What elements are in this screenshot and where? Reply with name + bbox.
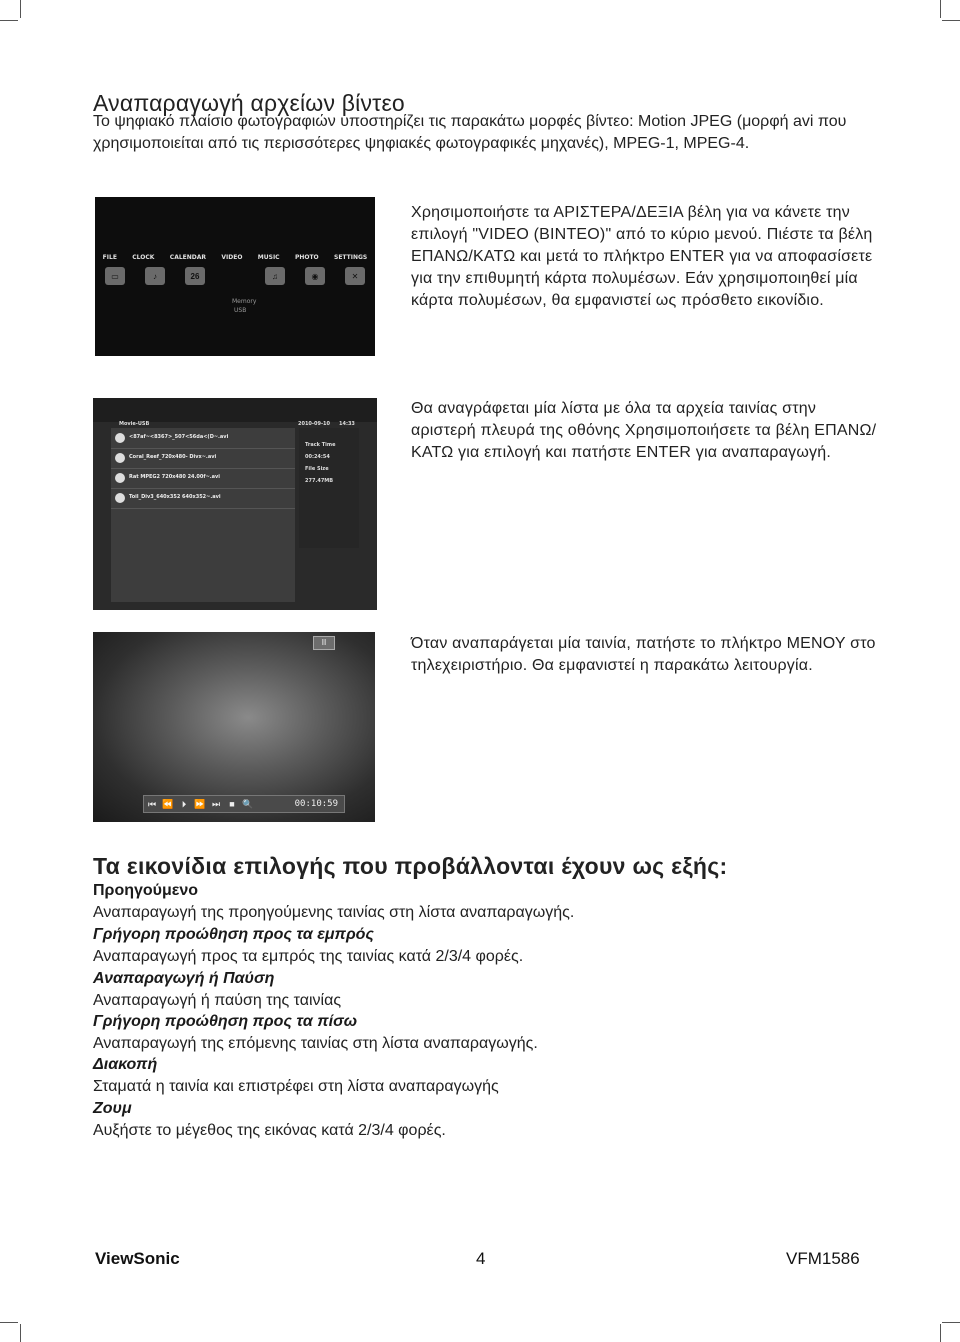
icons-section-title: Τα εικονίδια επιλογής που προβάλλονται έχουν ως εξής: — [93, 853, 728, 879]
icon-entry-zoom-title: Ζουμ — [93, 1100, 132, 1117]
crop-mark-bottom-right — [940, 1324, 941, 1342]
menu-label-clock: CLOCK — [132, 254, 155, 261]
menu-label-music: MUSIC — [257, 254, 280, 261]
crop-mark-bottom-left — [20, 1324, 21, 1342]
film-icon — [225, 267, 245, 285]
list-item[interactable]: Toil_Div3_640x352 640x352~.avi — [111, 488, 295, 509]
crop-mark-right-bottom — [942, 1322, 960, 1323]
step-3-text: Όταν αναπαράγεται μία ταινία, πατήστε το πλήκτρο ΜΕΝΟΥ στο τηλεχειριστήριο. Θα εμφανιστεί η παρακάτω λειτουργία. — [411, 635, 876, 674]
file-size-label: File Size — [305, 466, 329, 472]
next-icon[interactable]: ⏭ — [211, 798, 221, 809]
pause-indicator: II — [313, 636, 335, 650]
list-time: 14:33 — [339, 421, 355, 427]
crop-mark-left-top — [0, 20, 18, 21]
step-2-text: Θα αναγράφεται μία λίστα με όλα τα αρχεία ταινίας στην αριστερή πλευρά της οθόνης Χρησιμοποιήσετε τα βέλη ΕΠΑΝΩ/ΚΑΤΩ για επιλογή και πατήστε ENTER για αναπαραγωγή. — [411, 400, 877, 461]
menu-labels — [95, 254, 375, 261]
menu-label-file: FILE — [102, 254, 117, 261]
list-item[interactable]: Rat MPEG2 720x480 24.00f~.avi — [111, 468, 295, 489]
file-list-screenshot — [93, 398, 377, 610]
track-time-label: Track Time — [305, 442, 336, 448]
calendar-icon: 26 — [185, 267, 205, 285]
footer-brand: ViewSonic — [95, 1249, 180, 1268]
list-item[interactable]: <87af~<8367>_507<56da<(D~.avi — [111, 428, 295, 449]
menu-icons — [95, 267, 375, 285]
pencil-icon — [115, 433, 125, 443]
play-icon[interactable]: ⏵ — [181, 798, 187, 809]
tools-icon: ✕ — [345, 267, 365, 285]
elapsed-time: 00:10:59 — [294, 799, 338, 809]
folder-icon: ▭ — [105, 267, 125, 285]
list-item[interactable]: Coral_Reef_720x480- Divx~.avi — [111, 448, 295, 469]
icon-entry-fast-forward-desc: Αναπαραγωγή προς τα εμπρός της ταινίας κατά 2/3/4 φορές. — [93, 948, 524, 965]
icon-entry-rewind-desc: Αναπαραγωγή της επόμενης ταινίας στη λίστα αναπαραγωγής. — [93, 1035, 538, 1052]
step-1-text: Χρησιμοποιήστε τα ΑΡΙΣΤΕΡΑ/ΔΕΞΙΑ βέλη για να κάνετε την επιλογή "VIDEO (ΒΙΝΤΕΟ)" από το κύριο μενού. Πιέστε τα βέλη ΕΠΑΝΩ/ΚΑΤΩ και μετά το πλήκτρο ENTER για να αποφασίσετε για την επιθυμητή κάρτα πολυμέσων. Εάν χρησιμοποιηθεί μία κάρτα πολυμέσων, θα εμφανιστεί ως πρόσθετο εικονίδιο. — [411, 204, 873, 309]
main-menu-screenshot — [95, 197, 375, 356]
icon-entry-previous-title: Προηγούμενο — [93, 882, 199, 899]
intro-paragraph: Το ψηφιακό πλαίσιο φωτογραφιών υποστηρίζει τις παρακάτω μορφές βίντεο: Motion JPEG (μορφή avi που χρησιμοποιείται από τις περισσότερες ψηφιακές φωτογραφικές μηχανές), MPEG-1, MPEG-4. — [93, 113, 847, 152]
track-time-value: 00:24:54 — [305, 454, 330, 460]
crop-mark-right-top — [942, 20, 960, 21]
music-note-icon: ♫ — [265, 267, 285, 285]
crop-mark-top-left — [20, 0, 21, 18]
icon-entry-previous-desc: Αναπαραγωγή της προηγούμενης ταινίας στη λίστα αναπαραγωγής. — [93, 904, 575, 921]
previous-icon[interactable]: ⏮ — [147, 798, 157, 809]
icon-entry-play-pause-desc: Αναπαραγωγή ή παύση της ταινίας — [93, 992, 342, 1009]
icon-entry-stop-desc: Σταματά η ταινία και επιστρέφει στη λίστα αναπαραγωγής — [93, 1078, 499, 1095]
footer-model: VFM1586 — [786, 1249, 860, 1268]
crop-mark-left-bottom — [0, 1322, 18, 1323]
fast-forward-icon[interactable]: ⏩ — [194, 798, 206, 809]
file-info-panel — [299, 428, 359, 548]
list-header — [93, 398, 377, 427]
zoom-icon[interactable]: 🔍 — [242, 798, 254, 809]
crop-mark-top-right — [940, 0, 941, 18]
menu-sub-usb: USB — [234, 307, 247, 314]
list-date: 2010-09-10 — [298, 421, 330, 427]
stop-icon[interactable]: ■ — [229, 799, 235, 809]
video-playback-screenshot — [93, 632, 375, 822]
bell-icon: ♪ — [145, 267, 165, 285]
file-size-value: 277.47MB — [305, 478, 334, 484]
pencil-icon — [115, 453, 125, 463]
menu-label-settings: SETTINGS — [334, 254, 368, 261]
menu-sub-memory: Memory — [232, 298, 257, 305]
list-source: Movie-USB — [119, 421, 150, 427]
camera-icon: ◉ — [305, 267, 325, 285]
rewind-icon[interactable]: ⏪ — [162, 798, 174, 809]
menu-label-video: VIDEO — [221, 254, 243, 261]
playback-control-bar — [143, 795, 345, 813]
icon-entry-play-pause-title: Αναπαραγωγή ή Παύση — [93, 970, 275, 987]
menu-label-photo: PHOTO — [294, 254, 319, 261]
file-list — [111, 428, 295, 602]
menu-label-calendar: CALENDAR — [169, 254, 207, 261]
pencil-icon — [115, 473, 125, 483]
icon-entry-rewind-title: Γρήγορη προώθηση προς τα πίσω — [93, 1013, 358, 1030]
footer-page-number: 4 — [476, 1249, 486, 1268]
icon-entry-fast-forward-title: Γρήγορη προώθηση προς τα εμπρός — [93, 926, 374, 943]
page-heading: Αναπαραγωγή αρχείων βίντεο — [93, 90, 405, 116]
pencil-icon — [115, 493, 125, 503]
icon-entry-zoom-desc: Αυξήστε το μέγεθος της εικόνας κατά 2/3/4 φορές. — [93, 1122, 446, 1139]
icon-entry-stop-title: Διακοπή — [93, 1056, 158, 1073]
